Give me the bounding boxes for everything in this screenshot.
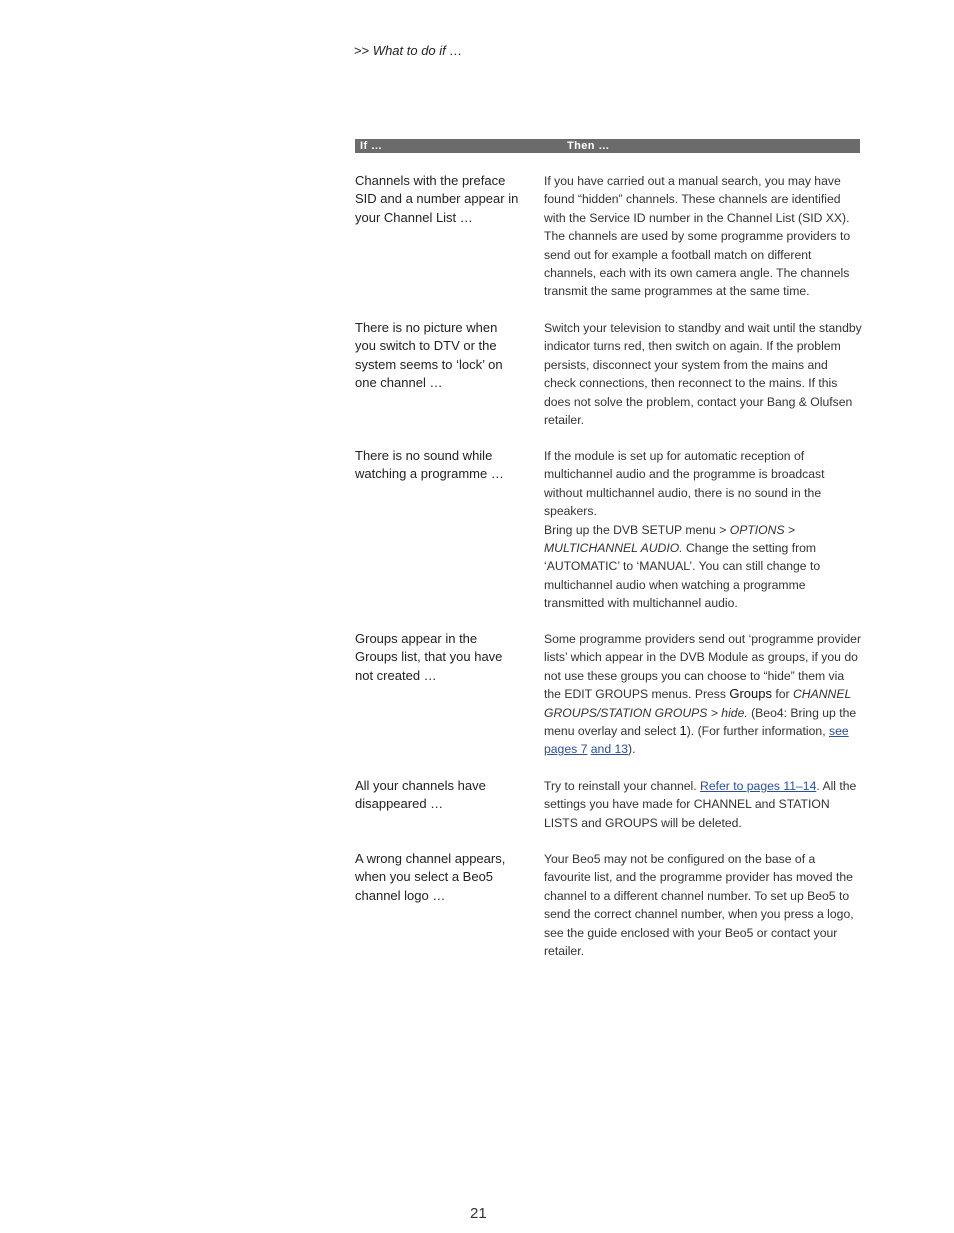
then-paragraph: If the module is set up for automatic reception of multichannel audio and the programme is broadcast without multichannel audio, there is no sound in the speakers. <box>544 449 825 519</box>
link-and-13[interactable]: and 13 <box>590 742 629 757</box>
if-cell: There is no picture when you switch to DTV or the system seems to ‘lock’ on one channel … <box>355 320 503 391</box>
then-paragraph <box>544 521 862 613</box>
text-span: Try to reinstall your channel. <box>544 779 701 793</box>
if-cell: All your channels have disappeared … <box>355 778 486 812</box>
menu-name: CHANNEL GROUPS/STATION GROUPS > hide. <box>544 687 852 720</box>
if-cell: Groups appear in the Groups list, that you have not created … <box>355 631 503 683</box>
if-cell: Channels with the preface SID and a number appear in your Channel List … <box>355 173 519 225</box>
page-number: 21 <box>470 1205 487 1222</box>
text-span: > <box>784 522 796 537</box>
text-span: Bring up the DVB SETUP menu > <box>544 522 730 537</box>
then-cell <box>544 777 862 832</box>
text-span: for <box>772 687 793 702</box>
if-cell: There is no sound while watching a programme … <box>355 448 504 482</box>
button-name: Groups <box>729 686 772 702</box>
table-header <box>355 139 860 153</box>
text-span: Some programme providers send out ‘programme provider lists’ which appear in the DVB Module as groups, if you do not use these groups you can choose to “hide” them via the EDIT GROUPS menus. Press <box>544 632 862 702</box>
text-span: (Beo4: Bring up the menu overlay and select <box>544 705 857 739</box>
menu-name: OPTIONS <box>729 522 785 537</box>
then-cell: Switch your television to standby and wait until the standby indicator turns red, then switch on again. If the problem persists, disconnect your system from the mains and check connections, then reconnect to the mains. If this does not solve the problem, contact your Bang & Olufsen retailer. <box>544 321 862 428</box>
button-name: 1 <box>679 723 687 739</box>
then-cell: If you have carried out a manual search, you may have found “hidden” channels. These channels are identified with the Service ID number in the Channel List (SID XX). The channels are used by some programme providers to send out for example a football match on different channels, each with its own camera angle. The channels transmit the same programmes at the same time. <box>544 174 851 299</box>
text-span: Change the setting from ‘AUTOMATIC’ to ‘MANUAL’. You can still change to multichannel audio when watching a programme transmitted with multichannel audio. <box>544 541 821 611</box>
header-then: Then … <box>567 140 610 152</box>
text-span: ). <box>628 742 636 757</box>
link-refer-pages-11-14[interactable]: Refer to pages 11–14 <box>700 779 817 793</box>
if-cell: A wrong channel appears, when you select a Beo5 channel logo … <box>355 851 506 903</box>
text-span: . All the settings you have made for CHANNEL and STATION LISTS and GROUPS will be deleted. <box>544 779 857 830</box>
header-if: If … <box>360 140 383 152</box>
then-cell <box>544 447 862 613</box>
then-cell <box>544 630 862 759</box>
breadcrumb-prefix: >> <box>354 43 373 58</box>
menu-name: MULTICHANNEL AUDIO. <box>544 541 683 556</box>
breadcrumb-text: What to do if … <box>372 43 463 58</box>
breadcrumb <box>354 43 462 58</box>
link-see-pages-7[interactable]: see pages 7 <box>544 724 849 757</box>
text-span: ). (For further information, <box>686 724 829 739</box>
then-cell: Your Beo5 may not be configured on the base of a favourite list, and the programme provider has moved the channel to a different channel number. To set up Beo5 to send the correct channel number, when you press a logo, see the guide enclosed with your Beo5 or contact your retailer. <box>544 852 854 959</box>
